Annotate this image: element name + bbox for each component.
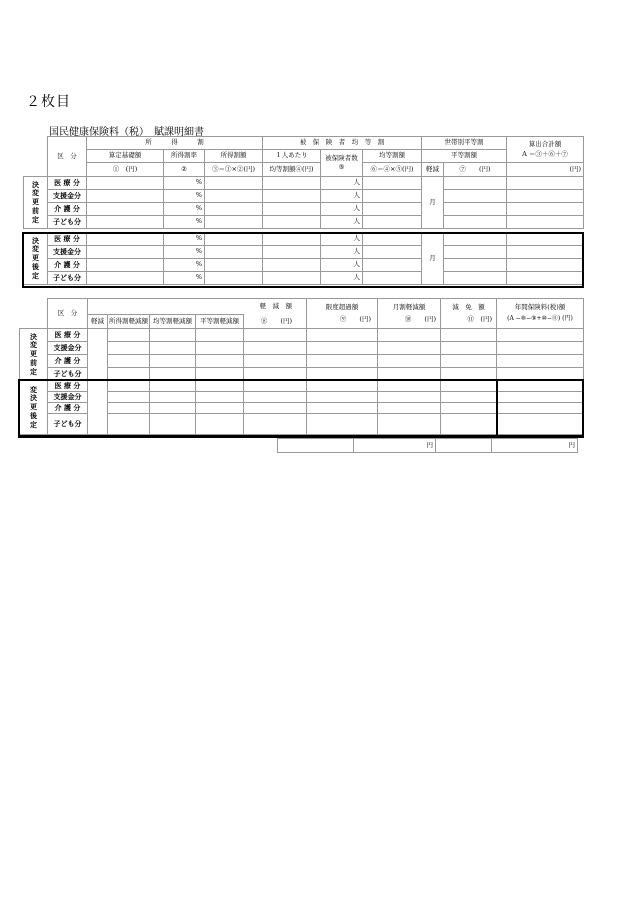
- income-amount-cell[interactable]: [205, 203, 263, 216]
- flat-amount-cell[interactable]: [444, 203, 507, 216]
- rate-cell[interactable]: %: [164, 233, 205, 246]
- income-amount-cell[interactable]: [205, 216, 263, 229]
- reduced-cell[interactable]: [88, 381, 108, 435]
- income-reduction-cell[interactable]: [108, 355, 150, 368]
- flat-reduction-cell[interactable]: [196, 392, 244, 403]
- flat-amount-cell[interactable]: [444, 190, 507, 203]
- sub-flat-header: 平等割軽減額: [196, 315, 244, 329]
- reduced-month-cell[interactable]: 月: [422, 177, 444, 229]
- total-cell[interactable]: [507, 259, 584, 272]
- capita-reduction-cell[interactable]: [150, 342, 196, 355]
- exemption-cell[interactable]: [441, 403, 497, 414]
- flat-reduction-cell[interactable]: [196, 381, 244, 392]
- total-cell[interactable]: [507, 203, 584, 216]
- category-support: 支援金分: [48, 342, 88, 355]
- capita-reduction-cell[interactable]: [150, 414, 196, 435]
- income-reduction-cell[interactable]: [108, 392, 150, 403]
- state-before-label: 決 変 更 前 定: [24, 177, 48, 229]
- reduction-header: 軽 減 額: [88, 299, 307, 315]
- state-before-label: 決 変 更 前 定: [20, 329, 48, 381]
- annual-cell[interactable]: [497, 403, 584, 414]
- summary-yen-cell[interactable]: 円: [492, 439, 578, 453]
- monthly-cell[interactable]: [378, 403, 441, 414]
- reduced-month-cell[interactable]: 月: [422, 233, 444, 285]
- category-care: 介 護 分: [48, 203, 87, 216]
- capita-amount-cell[interactable]: [363, 216, 422, 229]
- reduction-cell[interactable]: [244, 392, 307, 403]
- category-medical: 医 療 分: [48, 329, 88, 342]
- income-group-header: 所 得 割: [87, 137, 263, 150]
- category-children: 子ども分: [48, 272, 87, 285]
- per-person-header: １人あたり: [263, 150, 321, 163]
- income-amount-header: 所得割額: [205, 150, 263, 163]
- category-support: 支援金分: [48, 190, 87, 203]
- base-amount-cell[interactable]: [87, 216, 164, 229]
- monthly-cell[interactable]: [378, 355, 441, 368]
- monthly-cell[interactable]: [378, 329, 441, 342]
- annual-header: 年間保険料(税)額 (A −⑧−⑨+⑩−⑪) (円): [497, 299, 584, 329]
- total-unit: (円): [507, 163, 584, 177]
- capita-reduction-cell[interactable]: [150, 355, 196, 368]
- insured-count-cell[interactable]: 人: [321, 246, 363, 259]
- limit-cell[interactable]: [307, 329, 378, 342]
- base-amount-cell[interactable]: [87, 272, 164, 285]
- household-group-header: 世帯別平等割: [422, 137, 507, 150]
- limit-cell[interactable]: [307, 368, 378, 381]
- category-children: 子ども分: [48, 368, 88, 381]
- flat-reduction-cell[interactable]: [196, 329, 244, 342]
- assessment-table-1: [23, 136, 584, 285]
- insured-count-cell[interactable]: 人: [321, 233, 363, 246]
- flat-amount-cell[interactable]: [444, 233, 507, 246]
- flat-amount-cell[interactable]: [444, 216, 507, 229]
- category-children: 子ども分: [48, 414, 88, 435]
- annual-cell[interactable]: [497, 355, 584, 368]
- rate-cell[interactable]: %: [164, 272, 205, 285]
- reduction-cell[interactable]: [244, 403, 307, 414]
- rate-cell[interactable]: %: [164, 246, 205, 259]
- sub-capita-header: 均等割軽減額: [150, 315, 196, 329]
- base-amount-header: 算定基礎額: [87, 150, 164, 163]
- summary-yen-cell[interactable]: 円: [354, 439, 436, 453]
- capita-reduction-cell[interactable]: [150, 329, 196, 342]
- reduction-cell[interactable]: [244, 355, 307, 368]
- income-amount-cell[interactable]: [205, 272, 263, 285]
- state-after-label: 決 変 更 後 定: [24, 233, 48, 285]
- limit-cell[interactable]: [307, 355, 378, 368]
- exemption-cell[interactable]: [441, 368, 497, 381]
- monthly-cell[interactable]: [378, 414, 441, 435]
- capita-reduction-cell[interactable]: [150, 368, 196, 381]
- category-support: 支援金分: [48, 392, 88, 403]
- capita-reduction-cell[interactable]: [150, 403, 196, 414]
- income-formula: ③＝①×②(円): [205, 163, 263, 177]
- total-cell[interactable]: [507, 177, 584, 190]
- per-person-cell[interactable]: [263, 246, 321, 259]
- annual-cell[interactable]: [497, 342, 584, 355]
- base-amount-cell[interactable]: [87, 203, 164, 216]
- insured-count-header: 被保険者数 ⑤: [321, 150, 363, 177]
- limit-cell[interactable]: [307, 403, 378, 414]
- flat-reduction-cell[interactable]: [196, 342, 244, 355]
- rate-cell[interactable]: %: [164, 216, 205, 229]
- limit-header: 限度超過額 ⑨ (円): [307, 299, 378, 329]
- total-cell[interactable]: [507, 216, 584, 229]
- exemption-cell[interactable]: [441, 355, 497, 368]
- flat-amount-header: 平等割額: [422, 150, 507, 163]
- reduced-header: 軽減: [422, 163, 444, 177]
- income-reduction-cell[interactable]: [108, 381, 150, 392]
- insured-count-cell[interactable]: 人: [321, 259, 363, 272]
- capita-amount-cell[interactable]: [363, 259, 422, 272]
- exemption-cell[interactable]: [441, 342, 497, 355]
- base-amount-cell[interactable]: [87, 190, 164, 203]
- exemption-cell[interactable]: [441, 392, 497, 403]
- insured-count-cell[interactable]: 人: [321, 190, 363, 203]
- category-care: 介 護 分: [48, 259, 87, 272]
- income-reduction-cell[interactable]: [108, 414, 150, 435]
- rate-cell[interactable]: %: [164, 203, 205, 216]
- annual-cell[interactable]: [497, 381, 584, 392]
- category-medical: 医 療 分: [48, 177, 87, 190]
- rate-number: ②: [164, 163, 205, 177]
- category-medical: 医 療 分: [48, 381, 88, 392]
- capita-amount-cell[interactable]: [363, 190, 422, 203]
- insured-count-cell[interactable]: 人: [321, 203, 363, 216]
- category-children: 子ども分: [48, 216, 87, 229]
- total-cell[interactable]: [507, 190, 584, 203]
- limit-cell[interactable]: [307, 414, 378, 435]
- income-reduction-cell[interactable]: [108, 368, 150, 381]
- monthly-header: 月割軽減額 ⑩ (円): [378, 299, 441, 329]
- monthly-cell[interactable]: [378, 381, 441, 392]
- exemption-header: 減 免 額 ⑪ (円): [441, 299, 497, 329]
- monthly-cell[interactable]: [378, 368, 441, 381]
- base-amount-cell[interactable]: [87, 177, 164, 190]
- annual-cell[interactable]: [497, 368, 584, 381]
- annual-cell[interactable]: [497, 414, 584, 435]
- per-person-cell[interactable]: [263, 233, 321, 246]
- kubun-header: 区 分: [48, 137, 87, 177]
- flat-amount-cell[interactable]: [444, 246, 507, 259]
- reduction-cell[interactable]: [244, 381, 307, 392]
- exemption-cell[interactable]: [441, 329, 497, 342]
- total-cell[interactable]: [507, 246, 584, 259]
- state-after-label: 変 決 更 後 定: [20, 381, 48, 435]
- total-header: 算出合計額 A ＝③＋⑥＋⑦: [507, 137, 584, 163]
- capita-reduction-cell[interactable]: [150, 381, 196, 392]
- insured-count-cell[interactable]: 人: [321, 216, 363, 229]
- base-amount-cell[interactable]: [87, 246, 164, 259]
- exemption-cell[interactable]: [441, 414, 497, 435]
- per-person-cell[interactable]: [263, 203, 321, 216]
- document-title: 国民健康保険料（税） 賦課明細書: [49, 127, 204, 138]
- rate-cell[interactable]: %: [164, 177, 205, 190]
- income-amount-cell[interactable]: [205, 259, 263, 272]
- capita-amount-cell[interactable]: [363, 203, 422, 216]
- annual-cell[interactable]: [497, 392, 584, 403]
- base-amount-unit: ① (円): [87, 163, 164, 177]
- reduction-cell[interactable]: [244, 342, 307, 355]
- flat-reduction-cell[interactable]: [196, 368, 244, 381]
- assessment-table-2: [19, 298, 584, 435]
- sub-reduced-header: 軽減: [88, 315, 108, 329]
- income-amount-cell[interactable]: [205, 233, 263, 246]
- income-amount-cell[interactable]: [205, 177, 263, 190]
- insured-count-cell[interactable]: 人: [321, 177, 363, 190]
- reduction-cell[interactable]: [244, 414, 307, 435]
- reduction-number: ⑧ (円): [244, 315, 307, 329]
- flat-amount-cell[interactable]: [444, 177, 507, 190]
- page-heading: ２枚目: [26, 94, 71, 110]
- total-cell[interactable]: [507, 272, 584, 285]
- limit-cell[interactable]: [307, 381, 378, 392]
- reduced-cell[interactable]: [88, 329, 108, 381]
- exemption-cell[interactable]: [441, 381, 497, 392]
- capita-formula: ⑥＝④×⑤(円): [363, 163, 422, 177]
- capita-amount-cell[interactable]: [363, 246, 422, 259]
- capita-reduction-cell[interactable]: [150, 392, 196, 403]
- per-person-cell[interactable]: [263, 177, 321, 190]
- flat-reduction-cell[interactable]: [196, 355, 244, 368]
- per-person-cell[interactable]: [263, 272, 321, 285]
- total-cell[interactable]: [507, 233, 584, 246]
- flat-number: ⑦ (円): [444, 163, 507, 177]
- per-person-cell[interactable]: [263, 259, 321, 272]
- flat-amount-cell[interactable]: [444, 259, 507, 272]
- capita-amount-cell[interactable]: [363, 177, 422, 190]
- monthly-cell[interactable]: [378, 342, 441, 355]
- kubun-header: 区 分: [48, 299, 88, 329]
- rate-cell[interactable]: %: [164, 259, 205, 272]
- base-amount-cell[interactable]: [87, 233, 164, 246]
- income-amount-cell[interactable]: [205, 246, 263, 259]
- rate-cell[interactable]: %: [164, 190, 205, 203]
- category-care: 介 護 分: [48, 403, 88, 414]
- capita-amount-cell[interactable]: [363, 272, 422, 285]
- per-person-cell[interactable]: [263, 216, 321, 229]
- insured-count-cell[interactable]: 人: [321, 272, 363, 285]
- summary-row: [277, 438, 578, 453]
- base-amount-cell[interactable]: [87, 259, 164, 272]
- limit-cell[interactable]: [307, 392, 378, 403]
- category-medical: 医 療 分: [48, 233, 87, 246]
- income-reduction-cell[interactable]: [108, 342, 150, 355]
- flat-amount-cell[interactable]: [444, 272, 507, 285]
- summary-blank-cell[interactable]: [278, 439, 354, 453]
- limit-cell[interactable]: [307, 342, 378, 355]
- category-care: 介 護 分: [48, 355, 88, 368]
- capita-amount-header: 均等割額: [363, 150, 422, 163]
- income-reduction-cell[interactable]: [108, 403, 150, 414]
- reduction-cell[interactable]: [244, 368, 307, 381]
- sub-income-header: 所得割軽減額: [108, 315, 150, 329]
- income-amount-cell[interactable]: [205, 190, 263, 203]
- annual-cell[interactable]: [497, 329, 584, 342]
- income-reduction-cell[interactable]: [108, 329, 150, 342]
- per-person-unit: 均等割額④(円): [263, 163, 321, 177]
- capita-group-header: 被 保 険 者 均 等 割: [263, 137, 422, 150]
- per-person-cell[interactable]: [263, 190, 321, 203]
- reduction-cell[interactable]: [244, 329, 307, 342]
- rate-header: 所得割率: [164, 150, 205, 163]
- summary-blank-cell[interactable]: [436, 439, 492, 453]
- flat-reduction-cell[interactable]: [196, 403, 244, 414]
- capita-amount-cell[interactable]: [363, 233, 422, 246]
- flat-reduction-cell[interactable]: [196, 414, 244, 435]
- monthly-cell[interactable]: [378, 392, 441, 403]
- category-support: 支援金分: [48, 246, 87, 259]
